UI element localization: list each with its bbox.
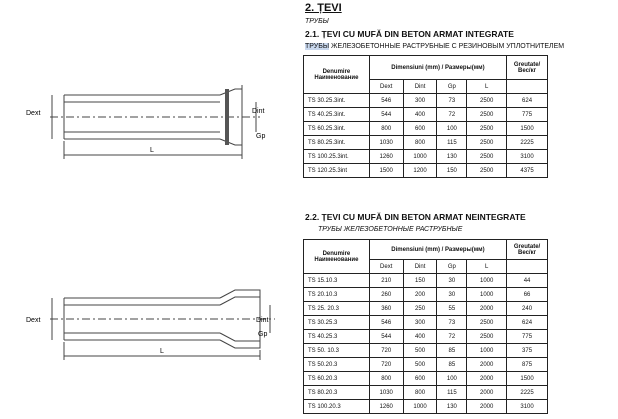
block1-subtitle-rest: ЖЕЛЕЗОБЕТОННЫЕ РАСТРУБНЫЕ С РЕЗИНОВЫМ УПЛОТНИТЕЛЕМ (329, 43, 565, 50)
drawing2-gp-label: Gp (258, 331, 268, 338)
table-row: TS 100.25.3int. 1260 1000 130 2500 3100 (304, 150, 548, 164)
header-l: L (467, 80, 507, 94)
table-row: TS 15.10.3 210 150 30 1000 44 (304, 274, 548, 288)
table-row: TS 80.20.3 1030 800 115 2000 2225 (304, 386, 548, 400)
drawing1-dext-label: Dext (26, 110, 41, 117)
table-row: TS 60.20.3 800 600 100 2000 1500 (304, 372, 548, 386)
header-dext: Dext (369, 80, 403, 94)
table-row: TS 30.25.3 546 300 73 2500 624 (304, 316, 548, 330)
section-title: 2. ȚEVI (305, 2, 342, 14)
drawing2-l-label: L (160, 348, 164, 355)
block1-title: 2.1. ȚEVI CU MUFĂ DIN BETON ARMAT INTEGRATE (305, 29, 514, 39)
table-row: TS 50. 10.3 720 500 85 1000 375 (304, 344, 548, 358)
header-dims: Dimensiuni (mm) / Размеры(мм) (369, 56, 506, 80)
table-row: TS 40.25.3 544 400 72 2500 775 (304, 330, 548, 344)
table-row: TS 20.10.3 260 200 30 1000 66 (304, 288, 548, 302)
header-name: Denumire Наименование (304, 240, 370, 274)
header-name: Denumire Наименование (304, 56, 370, 94)
header-weight: Greutate/ Вес/кг (507, 56, 548, 80)
drawing1-l-label: L (150, 147, 154, 154)
table-row: TS 25. 20.3 360 250 55 2000 240 (304, 302, 548, 316)
header-weight: Greutate/ Вес/кг (507, 240, 548, 260)
table-row: TS 30.25.3int. 546 300 73 2500 624 (304, 94, 548, 108)
drawing2-dint-label: Dint (256, 317, 269, 324)
block1-subtitle (305, 43, 564, 50)
block2-subtitle: ТРУБЫ ЖЕЛЕЗОБЕТОННЫЕ РАСТРУБНЫЕ (318, 226, 463, 233)
table-row: TS 120.25.3int 1500 1200 150 2500 4375 (304, 164, 548, 178)
header-gp: Gp (437, 80, 467, 94)
header-kg (507, 260, 548, 274)
drawing1-dint-label: Dint (252, 108, 265, 115)
drawing1-gp-label: Gp (256, 133, 266, 140)
block1-subtitle-highlight: ТРУБЫ (305, 43, 330, 50)
table-integrated (303, 55, 548, 178)
table-row: TS 80.25.3int. 1030 800 115 2500 2225 (304, 136, 548, 150)
header-l: L (467, 260, 507, 274)
table-row: TS 60.25.3int. 800 600 100 2500 1500 (304, 122, 548, 136)
table-nonintegrated (303, 239, 548, 414)
pipe-drawing-integrated (20, 75, 285, 165)
header-kg (507, 80, 548, 94)
pipe-drawing-nonintegrated (20, 280, 285, 365)
drawing2-dext-label: Dext (26, 317, 41, 324)
header-dext: Dext (369, 260, 403, 274)
section-subtitle: ТРУБЫ (305, 18, 329, 25)
header-dint: Dint (403, 260, 437, 274)
header-gp: Gp (437, 260, 467, 274)
table-row: TS 100.20.3 1260 1000 130 2000 3100 (304, 400, 548, 414)
header-dims: Dimensiuni (mm) / Размеры(мм) (369, 240, 506, 260)
block2-title: 2.2. ȚEVI CU MUFĂ DIN BETON ARMAT NEINTEGRATE (305, 212, 526, 222)
table-row: TS 50.20.3 720 500 85 2000 875 (304, 358, 548, 372)
table-row: TS 40.25.3int. 544 400 72 2500 775 (304, 108, 548, 122)
header-dint: Dint (403, 80, 437, 94)
